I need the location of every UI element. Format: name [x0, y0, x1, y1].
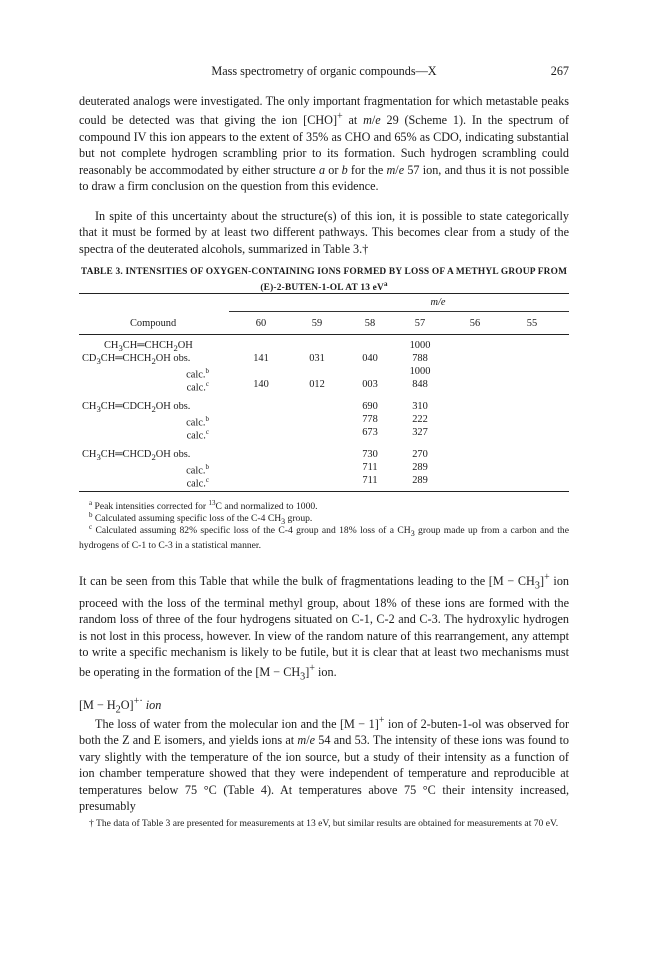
row-10-label: calc.$^c$ [186, 476, 209, 490]
me-header: m/e [430, 297, 446, 308]
row-1-57: 1000 [409, 340, 431, 351]
row-5-label: $CH_3CH═CDCH_2OH$ obs. [82, 401, 191, 415]
page-footnote: † The data of Table 3 are presented for measurements at 13 eV, but similar results are obtained for measurements at 70 eV. [89, 818, 559, 829]
running-title: Mass spectrometry of organic compounds—X [211, 64, 437, 78]
row-2-58: 040 [362, 353, 378, 364]
row-2-60: 141 [253, 353, 269, 364]
col-header-60: 60 [255, 318, 267, 329]
header-bottom-rule [79, 334, 569, 335]
row-6-label: calc.$^b$ [186, 415, 209, 429]
table-footnote-b: $^b$ Calculated assuming specific loss of the C-4 $CH_3$ group. [89, 511, 313, 527]
row-1-label: $CH_3CH═CHCH_2OH$ [104, 340, 193, 354]
compound-header: Compound [130, 318, 177, 329]
table-footnote-a: $^a$ Peak intensities corrected for $^{13}$C and normalized to 1000. [89, 499, 318, 513]
row-4-58: 003 [362, 379, 378, 390]
row-8-58: 730 [362, 449, 378, 460]
row-2-label: $CD_3CH═CHCH_2OH$ obs. [82, 353, 191, 367]
table-footnote-c: $^c$ Calculated assuming 82% specific loss of the C-4 group and 18% loss of a $CH_3$ group made up from a carbon and the hydrogens of C-1 to C-3 in a statistical manner. [79, 523, 569, 552]
table-top-rule [79, 293, 569, 294]
row-4-60: 140 [253, 379, 269, 390]
row-10-58: 711 [362, 475, 378, 486]
row-3-57: 1000 [409, 366, 431, 377]
row-5-57: 310 [412, 401, 428, 412]
row-8-label: $CH_3CH═CHCD_2OH$ obs. [82, 449, 191, 463]
table-bottom-rule [79, 491, 569, 492]
running-header [79, 64, 569, 80]
body-paragraph-1: deuterated analogs were investigated. The only important fragmentation for which metastable peaks could be detected was that giving the ion [CHO]+ at m/e 29 (Scheme 1). In the spectrum of compound IV this ion appears to the extent of 35% as CHO and 65% as CDO, indicating substantial but not complete hydrogen scrambling prior to its formation. Such hydrogen scrambling could reasonably be accommodated by either structure a or b for the m/e 57 ion, and thus it is not possible to draw a firm conclusion on the question from this evidence. [79, 94, 569, 194]
row-4-59: 012 [309, 379, 325, 390]
row-5-58: 690 [362, 401, 378, 412]
table-caption-line-2: (E)-2-BUTEN-1-OL AT 13 $eV^a$ [260, 280, 388, 294]
page-number: 267 [550, 64, 569, 78]
row-7-58: 673 [362, 427, 378, 438]
row-2-57: 788 [412, 353, 428, 364]
col-header-59: 59 [311, 318, 323, 329]
col-header-56: 56 [469, 318, 481, 329]
row-7-label: calc.$^c$ [186, 428, 209, 442]
body-paragraph-3: It can be seen from this Table that while the bulk of fragmentations leading to the $[M - CH_3]^+$ ion proceed with the loss of the terminal methyl group, about 18% of these ions are formed with the random loss of three of the four hydrogens situated on C-1, C-2 and C-3. The hydroxylic hydrogen is not lost in this process, however. In view of the random nature of this rearrangement, any attempt to write a specific mechanism is likely to be futile, but it is clear that at least two mechanisms must be operating in the formation of the $[M - CH_3]^+$ ion. [79, 572, 570, 683]
table-caption [79, 266, 569, 294]
col-header-55: 55 [526, 318, 538, 329]
col-header-57: 57 [414, 318, 426, 329]
row-6-58: 778 [362, 414, 378, 425]
table-caption-line-1: TABLE 3. INTENSITIES OF OXYGEN-CONTAINING IONS FORMED BY LOSS OF A METHYL GROUP FROM [80, 267, 568, 277]
row-9-label: calc.$^b$ [186, 463, 209, 477]
row-4-57: 848 [412, 379, 428, 390]
body-paragraph-4: The loss of water from the molecular ion and the [M − 1]+ ion of 2-buten-1-ol was observed for both the Z and E isomers, and yields ions at m/e 54 and 53. The intensity of these ions was found to vary slightly with the temperature of the ion source, but a study of their intensity as a function of ion chamber temperature showed that they were independent of temperature and reproducible at temperatures below 75 °C (Table 4). At temperatures above 75 °C their intensity increased, presumably [79, 715, 569, 814]
body-paragraph-2: In spite of this uncertainty about the structure(s) of this ion, it is possible to state categorically that it must be formed by at least two different pathways. This becomes clear from a study of the spectra of the deuterated alcohols, summarized in Table 3.† [79, 209, 569, 256]
row-4-label: calc.$^c$ [186, 380, 209, 394]
row-10-57: 289 [412, 475, 428, 486]
row-2-59: 031 [309, 353, 325, 364]
row-6-57: 222 [412, 414, 428, 425]
row-7-57: 327 [412, 427, 428, 438]
col-header-58: 58 [364, 318, 376, 329]
row-3-label: calc.$^b$ [186, 367, 209, 381]
row-8-57: 270 [412, 449, 428, 460]
section-heading: $[M - H_2O]^{+\cdot}$ ion [79, 696, 162, 716]
row-9-57: 289 [412, 462, 428, 473]
row-9-58: 711 [362, 462, 378, 473]
me-header-rule [229, 311, 569, 312]
